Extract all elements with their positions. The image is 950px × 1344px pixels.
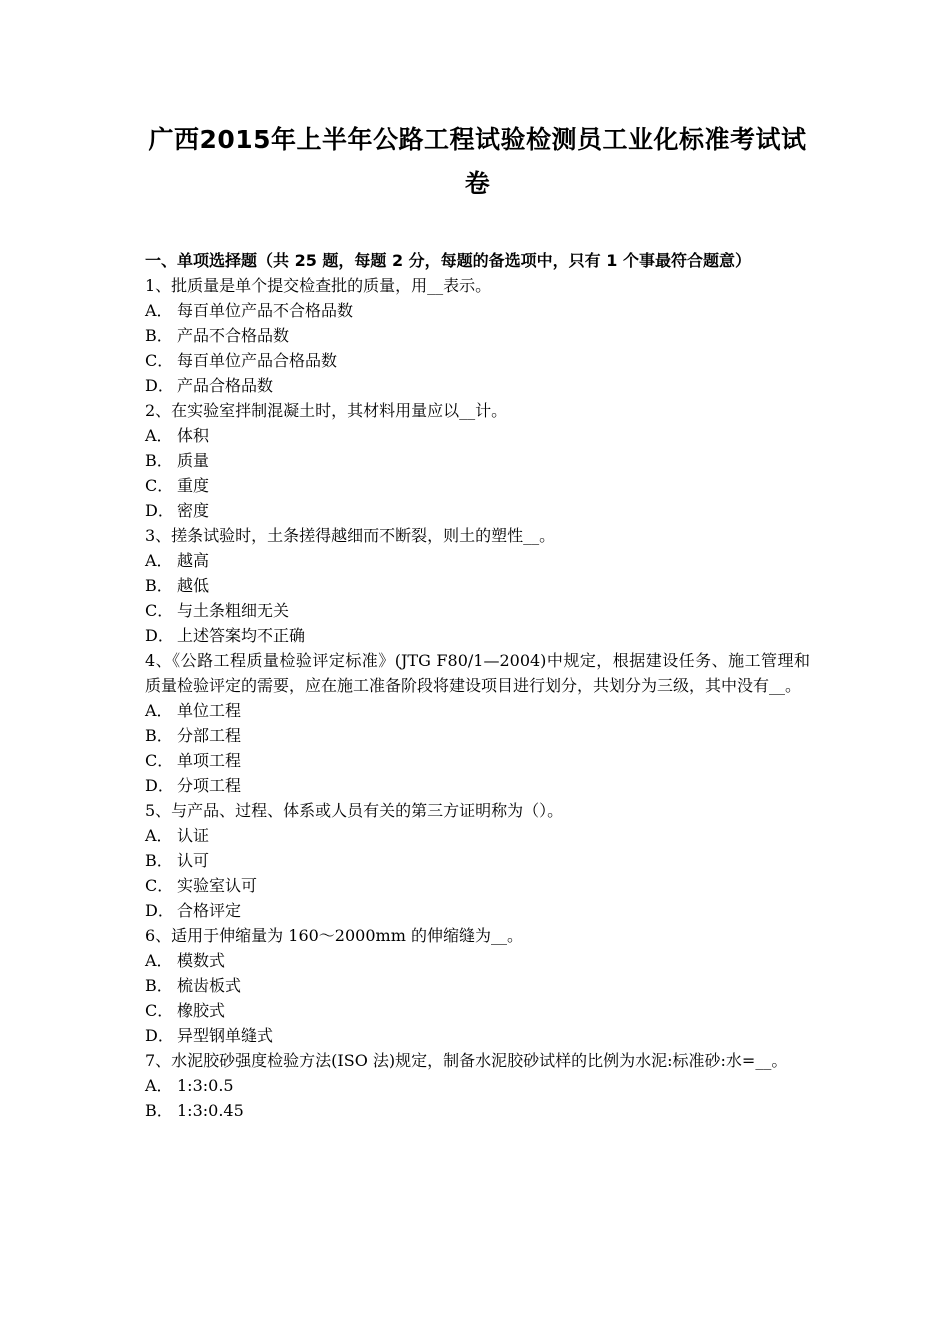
option-letter: D． bbox=[145, 776, 174, 795]
option-text: 产品合格品数 bbox=[177, 376, 274, 395]
option-letter: B． bbox=[145, 451, 173, 470]
option-letter: A． bbox=[145, 551, 173, 570]
document-title-line2: 卷 bbox=[464, 169, 491, 198]
question-stem: 7、水泥胶砂强度检验方法(ISO 法)规定，制备水泥胶砂试样的比例为水泥:标准砂:水=__。 bbox=[145, 1051, 788, 1070]
question-stem: 6、适用于伸缩量为 160～2000mm 的伸缩缝为__。 bbox=[145, 926, 523, 945]
option-letter: D． bbox=[145, 376, 174, 395]
option-item bbox=[145, 623, 810, 648]
option-letter: B． bbox=[145, 726, 173, 745]
document-title-line1: 广西2015年上半年公路工程试验检测员工业化标准考试试 bbox=[148, 125, 807, 154]
option-letter: B． bbox=[145, 1101, 173, 1120]
option-letter: D． bbox=[145, 626, 174, 645]
option-text: 上述答案均不正确 bbox=[177, 626, 306, 645]
option-list bbox=[145, 823, 810, 923]
question-stem: 5、与产品、过程、体系或人员有关的第三方证明称为（）。 bbox=[145, 801, 564, 820]
question-list bbox=[145, 273, 810, 1123]
option-item bbox=[145, 823, 810, 848]
option-text: 模数式 bbox=[177, 951, 226, 970]
option-item bbox=[145, 748, 810, 773]
option-list bbox=[145, 948, 810, 1048]
question-item bbox=[145, 798, 810, 923]
option-text: 单项工程 bbox=[177, 751, 242, 770]
option-letter: B． bbox=[145, 851, 173, 870]
option-letter: A． bbox=[145, 951, 173, 970]
question-item bbox=[145, 1048, 810, 1123]
option-letter: B． bbox=[145, 576, 173, 595]
option-item bbox=[145, 848, 810, 873]
option-letter: A． bbox=[145, 301, 173, 320]
option-letter: B． bbox=[145, 326, 173, 345]
option-text: 密度 bbox=[177, 501, 210, 520]
question-item bbox=[145, 398, 810, 523]
option-item bbox=[145, 473, 810, 498]
option-item bbox=[145, 448, 810, 473]
option-text: 每百单位产品不合格品数 bbox=[177, 301, 354, 320]
question-item bbox=[145, 648, 810, 798]
option-text: 橡胶式 bbox=[177, 1001, 226, 1020]
option-letter: C． bbox=[145, 1001, 174, 1020]
option-text: 分项工程 bbox=[177, 776, 242, 795]
option-item bbox=[145, 698, 810, 723]
option-text: 1:3:0.45 bbox=[177, 1101, 244, 1120]
document-page bbox=[145, 118, 810, 1123]
option-item bbox=[145, 973, 810, 998]
document-title bbox=[145, 118, 810, 206]
option-item bbox=[145, 898, 810, 923]
option-text: 实验室认可 bbox=[177, 876, 258, 895]
option-text: 1:3:0.5 bbox=[177, 1076, 234, 1095]
option-list bbox=[145, 1073, 810, 1123]
option-letter: C． bbox=[145, 751, 174, 770]
option-text: 每百单位产品合格品数 bbox=[177, 351, 338, 370]
option-list bbox=[145, 698, 810, 798]
option-letter: A． bbox=[145, 701, 173, 720]
option-item bbox=[145, 323, 810, 348]
option-item bbox=[145, 873, 810, 898]
option-letter: D． bbox=[145, 1026, 174, 1045]
question-stem: 1、批质量是单个提交检查批的质量，用__表示。 bbox=[145, 276, 492, 295]
option-item bbox=[145, 948, 810, 973]
question-stem: 4、《公路工程质量检验评定标准》(JTG F80/1—2004)中规定，根据建设任务、施工管理和质量检验评定的需要，应在施工准备阶段将建设项目进行划分，共划分为三级，其中没有__。 bbox=[145, 651, 810, 695]
option-letter: A． bbox=[145, 426, 173, 445]
option-item bbox=[145, 498, 810, 523]
option-letter: A． bbox=[145, 1076, 173, 1095]
option-item bbox=[145, 773, 810, 798]
question-item bbox=[145, 923, 810, 1048]
option-list bbox=[145, 423, 810, 523]
option-item bbox=[145, 1073, 810, 1098]
question-stem: 2、在实验室拌制混凝土时，其材料用量应以__计。 bbox=[145, 401, 508, 420]
option-text: 单位工程 bbox=[177, 701, 242, 720]
option-text: 质量 bbox=[177, 451, 210, 470]
option-text: 越高 bbox=[177, 551, 210, 570]
option-item bbox=[145, 1023, 810, 1048]
option-item bbox=[145, 373, 810, 398]
question-stem: 3、搓条试验时，土条搓得越细而不断裂，则土的塑性__。 bbox=[145, 526, 556, 545]
option-letter: A． bbox=[145, 826, 173, 845]
option-item bbox=[145, 548, 810, 573]
option-text: 异型钢单缝式 bbox=[177, 1026, 274, 1045]
option-item bbox=[145, 298, 810, 323]
option-item bbox=[145, 423, 810, 448]
question-item bbox=[145, 523, 810, 648]
option-item bbox=[145, 348, 810, 373]
option-letter: C． bbox=[145, 601, 174, 620]
option-text: 越低 bbox=[177, 576, 210, 595]
option-letter: C． bbox=[145, 351, 174, 370]
option-item bbox=[145, 573, 810, 598]
option-letter: C． bbox=[145, 476, 174, 495]
option-letter: C． bbox=[145, 876, 174, 895]
option-text: 重度 bbox=[177, 476, 210, 495]
option-list bbox=[145, 548, 810, 648]
option-list bbox=[145, 298, 810, 398]
option-text: 认可 bbox=[177, 851, 210, 870]
option-letter: B． bbox=[145, 976, 173, 995]
section-heading: 一、单项选择题（共 25 题，每题 2 分，每题的备选项中，只有 1 个事最符合题意） bbox=[145, 251, 751, 270]
option-text: 梳齿板式 bbox=[177, 976, 242, 995]
option-text: 与土条粗细无关 bbox=[177, 601, 290, 620]
option-text: 合格评定 bbox=[177, 901, 242, 920]
option-letter: D． bbox=[145, 901, 174, 920]
option-text: 分部工程 bbox=[177, 726, 242, 745]
option-text: 认证 bbox=[177, 826, 210, 845]
question-item bbox=[145, 273, 810, 398]
option-item bbox=[145, 598, 810, 623]
option-text: 体积 bbox=[177, 426, 210, 445]
option-item bbox=[145, 1098, 810, 1123]
option-letter: D． bbox=[145, 501, 174, 520]
option-item bbox=[145, 998, 810, 1023]
option-item bbox=[145, 723, 810, 748]
option-text: 产品不合格品数 bbox=[177, 326, 290, 345]
